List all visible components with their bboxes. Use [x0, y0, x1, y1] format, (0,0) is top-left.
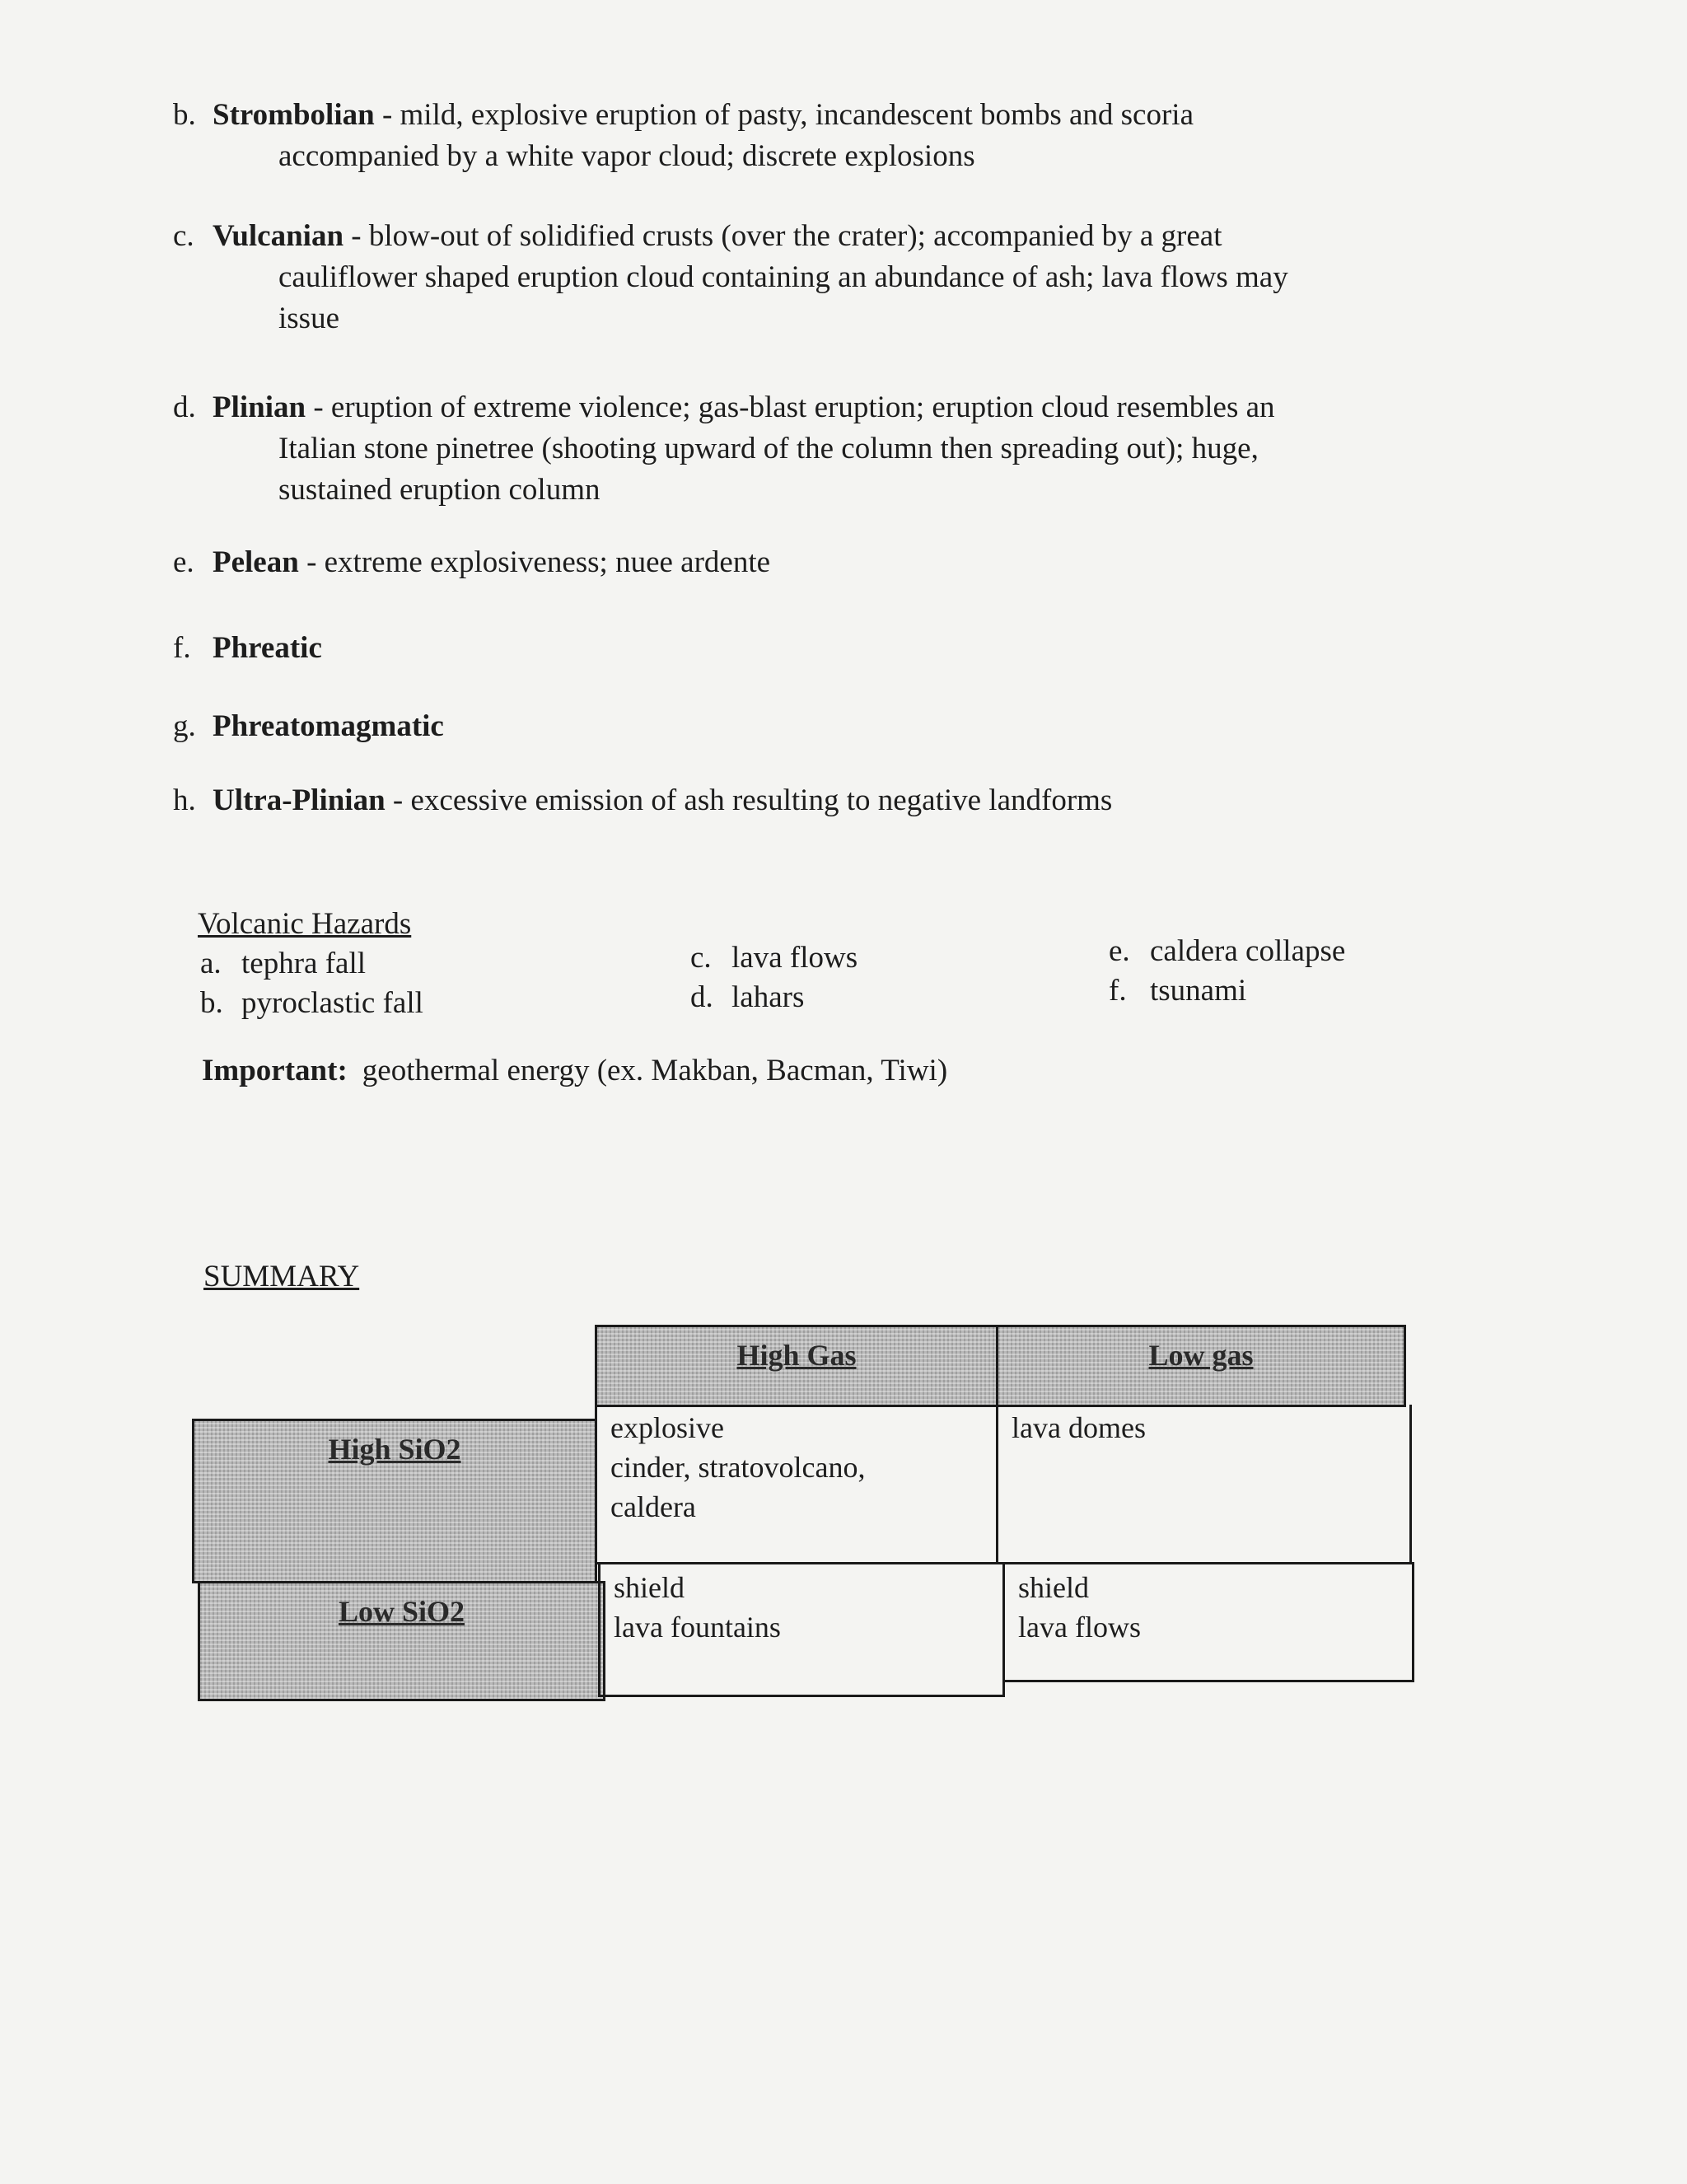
hazard-item: [690, 940, 858, 975]
eruption-description-cont: cauliflower shaped eruption cloud containing an abundance of ash; lava flows may: [278, 260, 1288, 294]
item-letter: b.: [200, 986, 223, 1020]
col-header-low-gas: [996, 1325, 1406, 1407]
col-header-label: Low gas: [1148, 1339, 1254, 1372]
hazard-text: tephra fall: [241, 947, 366, 980]
eruption-term: Ultra-Plinian: [213, 783, 386, 817]
item-letter: g.: [173, 709, 196, 743]
eruption-item-vulcanian: [173, 216, 1409, 339]
important-text: geothermal energy (ex. Makban, Bacman, Tiwi): [362, 1054, 948, 1087]
cell-line: lava domes: [1012, 1411, 1146, 1444]
row-header-label: Low SiO2: [338, 1595, 465, 1628]
eruption-description: - extreme explosiveness; nuee ardente: [298, 545, 771, 579]
hazard-text: lahars: [731, 980, 805, 1014]
cell-line: lava flows: [1018, 1611, 1141, 1644]
item-letter: c.: [173, 219, 194, 253]
eruption-term: Phreatic: [213, 631, 322, 665]
summary-title: SUMMARY: [203, 1260, 360, 1293]
hazard-item: [1109, 973, 1246, 1008]
eruption-item-phreatomagmatic: [173, 706, 1409, 747]
cell-line: shield: [1018, 1571, 1089, 1604]
hazard-item: [1109, 933, 1345, 969]
eruption-term: Vulcanian: [213, 219, 344, 253]
item-letter: e.: [173, 545, 194, 579]
hazard-text: caldera collapse: [1150, 934, 1346, 968]
hazard-item: [690, 980, 804, 1015]
cell-line: shield: [614, 1571, 685, 1604]
important-label: Important:: [202, 1054, 348, 1087]
table-cell-low-sio2-high-gas: [598, 1562, 1005, 1697]
eruption-item-pelean: [173, 542, 1409, 583]
cell-line: cinder, stratovolcano,: [610, 1451, 866, 1484]
eruption-description: - eruption of extreme violence; gas-blast eruption; eruption cloud resembles an: [306, 391, 1275, 424]
eruption-description-cont: Italian stone pinetree (shooting upward of the column then spreading out); huge,: [278, 432, 1259, 465]
item-letter: d.: [173, 391, 196, 424]
eruption-item-phreatic: [173, 628, 1409, 669]
eruption-term: Strombolian: [213, 98, 375, 132]
eruption-description: - blow-out of solidified crusts (over the crater); accompanied by a great: [343, 219, 1222, 253]
col-header-label: High Gas: [736, 1339, 857, 1372]
table-cell-high-sio2-high-gas: [595, 1405, 998, 1564]
hazards-title: Volcanic Hazards: [198, 907, 412, 941]
eruption-description-cont: accompanied by a white vapor cloud; discrete explosions: [278, 139, 975, 173]
eruption-item-strombolian: [173, 95, 1409, 177]
cell-line: caldera: [610, 1490, 696, 1523]
table-cell-low-sio2-low-gas: [1002, 1562, 1414, 1682]
hazard-text: pyroclastic fall: [241, 986, 423, 1020]
eruption-term: Phreatomagmatic: [213, 709, 444, 743]
cell-line: lava fountains: [614, 1611, 781, 1644]
item-letter: d.: [690, 980, 713, 1014]
row-header-label: High SiO2: [328, 1433, 461, 1466]
item-letter: h.: [173, 783, 196, 817]
table-cell-high-sio2-low-gas: [996, 1405, 1412, 1564]
hazard-text: tsunami: [1150, 974, 1247, 1008]
item-letter: e.: [1109, 934, 1130, 968]
row-header-high-sio2: [192, 1419, 597, 1583]
item-letter: f.: [173, 631, 191, 665]
eruption-description: - excessive emission of ash resulting to negative landforms: [385, 783, 1113, 817]
cell-line: explosive: [610, 1411, 724, 1444]
eruption-term: Plinian: [213, 391, 306, 424]
item-letter: b.: [173, 98, 196, 132]
eruption-description-cont: sustained eruption column: [278, 473, 600, 507]
eruption-item-ultra-plinian: [173, 780, 1409, 821]
important-note: [202, 1053, 947, 1088]
item-letter: f.: [1109, 974, 1127, 1008]
eruption-item-plinian: [173, 387, 1409, 511]
hazard-item: [200, 985, 423, 1021]
item-letter: c.: [690, 941, 712, 975]
eruption-description-cont: issue: [278, 302, 339, 335]
item-letter: a.: [200, 947, 222, 980]
eruption-term: Pelean: [213, 545, 299, 579]
hazard-text: lava flows: [731, 941, 858, 975]
eruption-description: - mild, explosive eruption of pasty, incandescent bombs and scoria: [374, 98, 1194, 132]
hazard-item: [200, 946, 366, 981]
row-header-low-sio2: [198, 1581, 605, 1701]
col-header-high-gas: [595, 1325, 998, 1407]
